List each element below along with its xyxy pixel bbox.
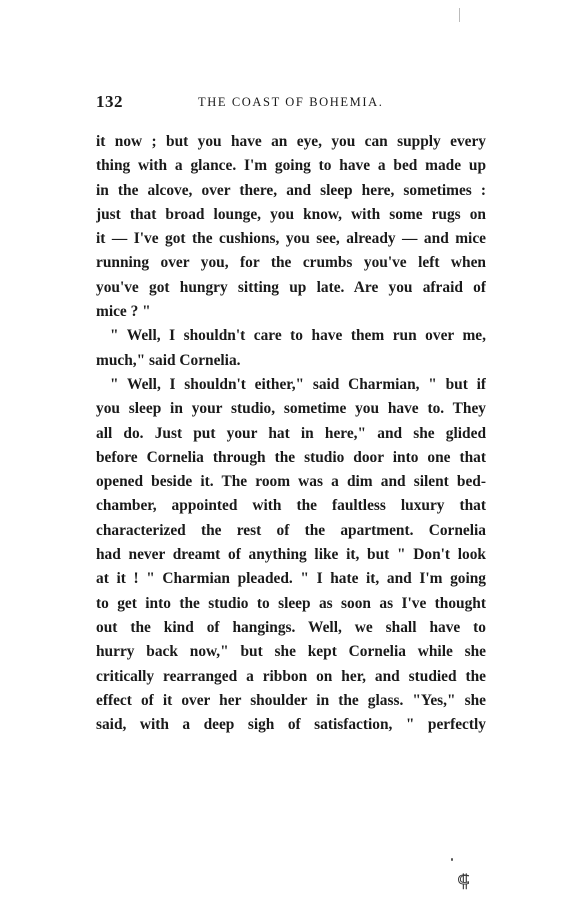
text-line: at it ! " Charmian pleaded. " I hate it, and I'm going [96,570,486,588]
text-line: " Well, I shouldn't either," said Charmian, " but if [110,375,486,393]
page-number: 132 [96,92,123,111]
text-line: effect of it over her shoulder in the glass. "Yes," she [96,691,486,709]
text-line: to get into the studio to sleep as soon as I've thought [96,594,486,612]
text-line: just that broad lounge, you know, with some rugs on [96,205,486,223]
text-line: said, with a deep sigh of satisfaction, " perfectly [96,716,486,734]
scan-mark [459,8,460,22]
scan-speck: ⸿ [457,871,470,891]
running-title: THE COAST OF BOHEMIA. [198,95,384,109]
text-line: mice ? " [96,303,151,321]
text-line: running over you, for the crumbs you've left when [96,254,486,272]
text-line: thing with a glance. I'm going to have a bed made up [96,157,486,175]
text-line: it now ; but you have an eye, you can supply every [96,133,486,150]
text-line: chamber, appointed with the faultless luxury that [96,497,486,515]
text-line: hurry back now," but she kept Cornelia while she [96,643,486,661]
text-line: " Well, I shouldn't care to have them run over me, [110,327,486,345]
text-line: you've got hungry sitting up late. Are you afraid of [96,278,486,296]
scan-speck [451,858,453,861]
text-line: out the kind of hangings. Well, we shall have to [96,618,486,636]
text-line: it — I've got the cushions, you see, already — and mice [96,230,486,248]
text-line: in the alcove, over there, and sleep here, sometimes : [96,181,486,199]
text-line: all do. Just put your hat in here," and she glided [96,424,486,442]
running-head [96,92,486,114]
text-line: characterized the rest of the apartment. Cornelia [96,521,486,539]
text-line: you sleep in your studio, sometime you have to. They [96,400,486,418]
body-text [96,130,486,737]
text-line: opened beside it. The room was a dim and silent bed- [96,473,486,491]
text-line: much," said Cornelia. [96,351,241,369]
text-line: critically rearranged a ribbon on her, and studied the [96,667,486,685]
text-line: had never dreamt of anything like it, but " Don't look [96,546,486,564]
text-line: before Cornelia through the studio door into one that [96,448,486,466]
